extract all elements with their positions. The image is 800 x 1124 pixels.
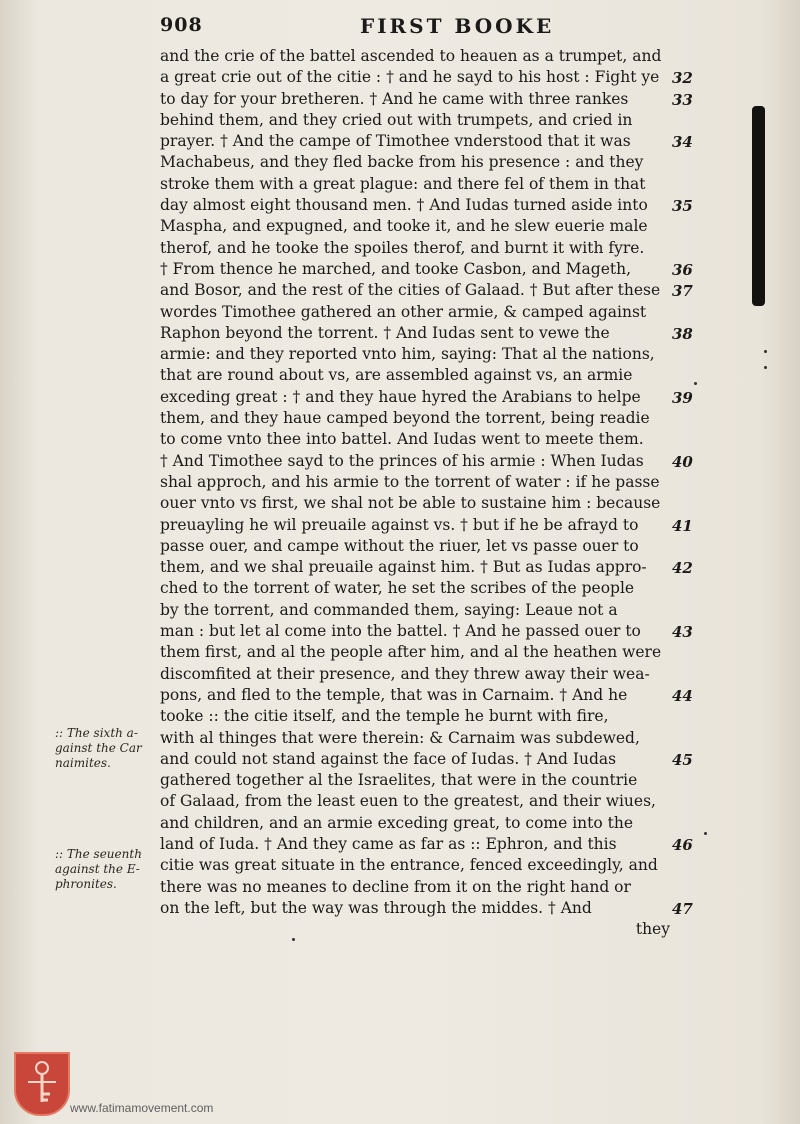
text-line: to day for your bretheren. † And he came with three rankes <box>160 89 629 108</box>
fatima-keys-icon <box>14 1052 70 1116</box>
text-line: with al thinges that were therein: & Carnaim was subdewed, <box>160 728 640 747</box>
text-line: and children, and an armie exceding great, to come into the <box>160 813 634 832</box>
text-line: on the left, but the way was through the middes. † And <box>160 898 592 917</box>
text-line: day almost eight thousand men. † And Iudas turned aside into <box>160 196 648 215</box>
text-line: Raphon beyond the torrent. † And Iudas sent to vewe the <box>160 323 610 342</box>
text-line: man : but let al come into the battel. † And he passed ouer to <box>160 622 641 641</box>
text-line: exceding great : † and they haue hyred the Arabians to helpe <box>160 387 641 406</box>
text-line: citie was great situate in the entrance, fenced exceedingly, and <box>160 856 658 875</box>
verse-number: 41 <box>672 516 693 535</box>
speck <box>764 366 767 369</box>
text-line: of Galaad, from the least euen to the greatest, and their wiues, <box>160 792 656 811</box>
verse-number: 40 <box>672 452 693 471</box>
verse-number: 44 <box>672 687 693 705</box>
text-line: them first, and al the people after him, and al the heathen were <box>160 643 662 662</box>
text-line: and Bosor, and the rest of the cities of Galaad. † But after these <box>160 281 661 300</box>
verse-number: 43 <box>672 623 693 642</box>
text-line: therof, and he tooke the spoiles therof, and burnt it with fyre. <box>160 238 645 257</box>
verse-number: 47 <box>672 900 693 918</box>
text-line: ouer vnto vs first, we shal not be able to sustaine him : because <box>160 494 661 513</box>
text-line: and could not stand against the face of Iudas. † And Iudas <box>160 749 617 768</box>
margin-note-seventh: :: The seuenth against the E-phronites. <box>55 847 142 891</box>
text-line: stroke them with a great plague: and there fel of them in that <box>160 174 646 193</box>
text-line: there was no meanes to decline from it on the right hand or <box>160 877 631 896</box>
text-line: behind them, and they cried out with trumpets, and cried in <box>160 110 633 129</box>
page-number: 908 <box>160 14 203 36</box>
text-line: passe ouer, and campe without the riuer, let vs passe ouer to <box>160 536 639 555</box>
page-edge-shadow <box>752 106 765 306</box>
text-line: tooke :: the citie itself, and the temple he burnt with fire, <box>160 707 609 726</box>
verse-number: 33 <box>672 90 693 109</box>
text-line: † And Timothee sayd to the princes of his armie : When Iudas <box>160 451 644 470</box>
text-line: gathered together al the Israelites, that were in the countrie <box>160 771 638 790</box>
verse-number: 45 <box>672 750 693 769</box>
speck <box>704 832 707 835</box>
verse-number: 39 <box>672 388 693 407</box>
text-line: Maspha, and expugned, and tooke it, and he slew euerie male <box>160 217 648 236</box>
verse-number: 34 <box>672 133 693 152</box>
text-line: to come vnto thee into battel. And Iudas went to meete them. <box>160 430 644 449</box>
verse-number: 37 <box>672 282 693 301</box>
scripture-text <box>160 46 670 940</box>
text-line: by the torrent, and commanded them, saying: Leaue not a <box>160 600 618 619</box>
speck <box>694 382 697 385</box>
text-line: ched to the torrent of water, he set the scribes of the people <box>160 579 635 598</box>
text-line: prayer. † And the campe of Timothee vnderstood that it was <box>160 132 631 151</box>
text-line: them, and we shal preuaile against him. † But as Iudas appro- <box>160 558 647 577</box>
text-line: land of Iuda. † And they came as far as :: Ephron, and this <box>160 834 617 853</box>
text-line: them, and they haue camped beyond the torrent, being readie <box>160 409 650 428</box>
text-line: that are round about vs, are assembled against vs, an armie <box>160 366 633 385</box>
text-line: they <box>635 920 670 939</box>
verse-number: 36 <box>672 261 693 279</box>
page-header <box>160 14 670 40</box>
verse-number: 32 <box>672 69 693 88</box>
text-line: a great crie out of the citie : † and he sayd to his host : Fight ye <box>160 68 660 87</box>
margin-note-sixth: :: The sixth a-gainst the Car naimites. <box>55 726 142 770</box>
text-line: discomfited at their presence, and they threw away their wea- <box>160 664 650 683</box>
text-line: armie: and they reported vnto him, saying: That al the nations, <box>160 345 655 364</box>
text-line: † From thence he marched, and tooke Casbon, and Mageth, <box>160 259 632 278</box>
verse-number: 38 <box>672 324 693 343</box>
verse-number: 46 <box>672 836 693 855</box>
text-line: Machabeus, and they fled backe from his presence : and they <box>160 153 644 172</box>
text-line: preuayling he wil preuaile against vs. † but if he be afrayd to <box>160 515 639 534</box>
text-line: shal approch, and his armie to the torrent of water : if he passe <box>160 472 660 491</box>
text-line: wordes Timothee gathered an other armie, & camped against <box>160 302 647 321</box>
verse-number: 35 <box>672 197 693 216</box>
speck <box>764 350 767 353</box>
speck <box>292 938 295 941</box>
running-title: FIRST BOOKE <box>360 14 555 38</box>
text-line: pons, and fled to the temple, that was in Carnaim. † And he <box>160 685 628 704</box>
text-line: and the crie of the battel ascended to heauen as a trumpet, and <box>160 47 662 65</box>
website-url[interactable]: www.fatimamovement.com <box>70 1101 214 1115</box>
verse-number: 42 <box>672 559 693 578</box>
